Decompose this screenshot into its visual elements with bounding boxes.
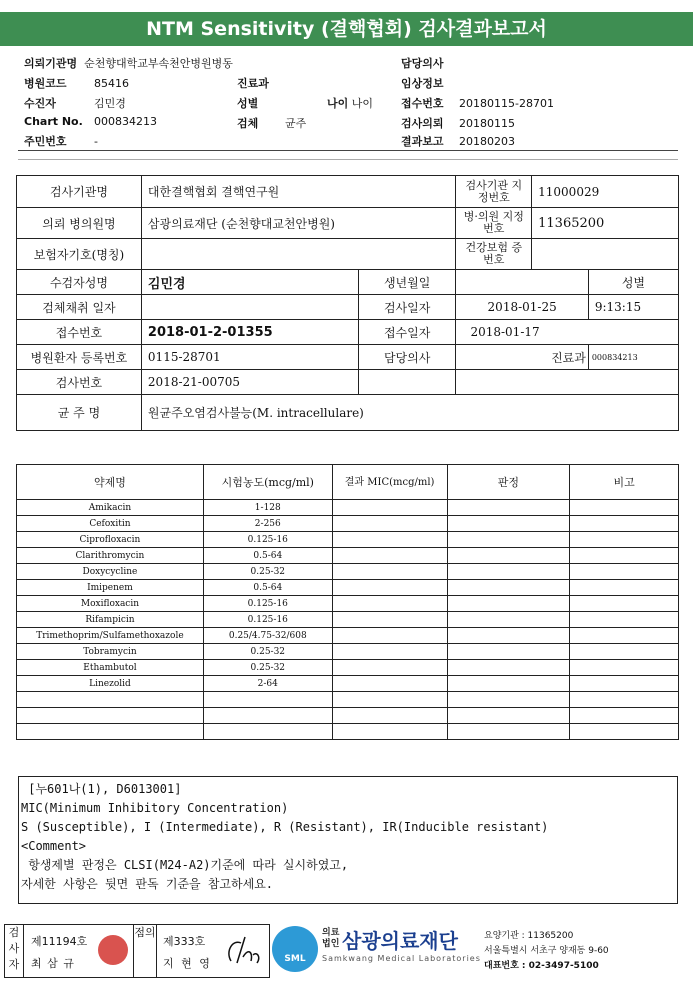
company-en: Samkwang Medical Laboratories bbox=[322, 954, 481, 963]
drug-row bbox=[17, 564, 679, 580]
req-hosp: 삼광의료재단 (순천향대교천안병원) bbox=[141, 208, 456, 239]
drug-judge bbox=[447, 644, 570, 660]
confirm-name: 지 현 영 bbox=[163, 957, 212, 970]
drug-judge bbox=[447, 612, 570, 628]
drug-judge bbox=[447, 516, 570, 532]
doctor-label: 담당의사 bbox=[358, 345, 456, 370]
patient-label: 수검자성명 bbox=[17, 270, 142, 295]
test-org: 대한결핵협회 결핵연구원 bbox=[141, 176, 456, 208]
drug-remark bbox=[570, 516, 679, 532]
drug-mic bbox=[332, 516, 447, 532]
drug-row bbox=[17, 628, 679, 644]
drug-remark bbox=[570, 596, 679, 612]
drug-row bbox=[17, 516, 679, 532]
phone: 대표번호 : 02-3497-5100 bbox=[484, 961, 599, 971]
drug-name: Clarithromycin bbox=[17, 548, 204, 564]
drug-conc: 0.5-64 bbox=[203, 580, 332, 596]
test-date: 2018-01-25 bbox=[456, 295, 588, 320]
drug-mic bbox=[332, 676, 447, 692]
note-line: MIC(Minimum Inhibitory Concentration) bbox=[21, 801, 289, 815]
dept-label: 진료과 bbox=[456, 345, 588, 370]
receipt-label: 접수번호 bbox=[17, 320, 142, 345]
drug-name: Ciprofloxacin bbox=[17, 532, 204, 548]
drug-mic bbox=[332, 580, 447, 596]
seal-icon bbox=[98, 935, 128, 965]
drug-row-empty bbox=[17, 708, 679, 724]
test-org-no: 11000029 bbox=[532, 176, 679, 208]
drug-conc: 0.125-16 bbox=[203, 532, 332, 548]
drug-judge bbox=[447, 596, 570, 612]
drug-judge bbox=[447, 660, 570, 676]
drug-mic bbox=[332, 500, 447, 516]
dept-value: 000834213 bbox=[588, 345, 678, 370]
drug-judge bbox=[447, 548, 570, 564]
drug-judge bbox=[447, 676, 570, 692]
note-line: 자세한 사항은 뒷면 판독 기준을 참고하세요. bbox=[21, 877, 274, 891]
org-code: 요양기관 : 11365200 bbox=[484, 931, 574, 941]
drug-judge bbox=[447, 532, 570, 548]
drug-row bbox=[17, 500, 679, 516]
signature-box bbox=[4, 924, 270, 978]
drug-mic bbox=[332, 660, 447, 676]
header-mid-0: 진료과 bbox=[237, 77, 269, 90]
corp-tag: 의료법인 bbox=[322, 928, 340, 949]
drug-conc: 0.5-64 bbox=[203, 548, 332, 564]
header-left-4: 주민번호 - bbox=[24, 135, 98, 148]
drug-remark bbox=[570, 612, 679, 628]
note-line: <Comment> bbox=[21, 839, 87, 853]
patient-name: 김민경 bbox=[141, 270, 358, 295]
drug-row bbox=[17, 580, 679, 596]
drug-name: Ethambutol bbox=[17, 660, 204, 676]
drug-name: Doxycycline bbox=[17, 564, 204, 580]
header-age: 나이 나이 bbox=[327, 97, 374, 110]
sex-label: 성별 bbox=[588, 270, 678, 295]
note-line: [누601나(1), D6013001] bbox=[21, 782, 182, 796]
drug-table bbox=[16, 464, 679, 740]
drug-conc: 0.125-16 bbox=[203, 612, 332, 628]
drug-name: Trimethoprim/Sulfamethoxazole bbox=[17, 628, 204, 644]
drug-row bbox=[17, 532, 679, 548]
drug-mic bbox=[332, 548, 447, 564]
drug-judge bbox=[447, 580, 570, 596]
test-org-label: 검사기관명 bbox=[17, 176, 142, 208]
drug-remark bbox=[570, 532, 679, 548]
reg-label: 병원환자 등록번호 bbox=[17, 345, 142, 370]
test-no-label: 검사번호 bbox=[17, 370, 142, 395]
confirm-no: 제333호 bbox=[163, 935, 206, 948]
address: 서울특별시 서초구 양재동 9-60 bbox=[484, 946, 609, 956]
hosp-no: 11365200 bbox=[532, 208, 679, 239]
notes-box bbox=[18, 776, 678, 904]
drug-mic bbox=[332, 532, 447, 548]
header-mid-2: 검체 균주 bbox=[237, 117, 307, 130]
company-name: 삼광의료재단 bbox=[342, 929, 458, 953]
header-right-0: 담당의사 bbox=[401, 57, 444, 70]
examiner-tag: 검사자 bbox=[5, 925, 24, 977]
drug-remark bbox=[570, 580, 679, 596]
drug-remark bbox=[570, 628, 679, 644]
drug-name: Linezolid bbox=[17, 676, 204, 692]
receipt-no: 2018-01-2-01355 bbox=[141, 320, 358, 345]
drug-conc: 0.25-32 bbox=[203, 660, 332, 676]
sml-logo-icon bbox=[272, 926, 318, 972]
info-table bbox=[16, 175, 679, 431]
drug-judge bbox=[447, 500, 570, 516]
drug-row bbox=[17, 660, 679, 676]
drug-row bbox=[17, 596, 679, 612]
col-conc: 시험농도(mcg/ml) bbox=[203, 465, 332, 500]
drug-remark bbox=[570, 660, 679, 676]
drug-name: Imipenem bbox=[17, 580, 204, 596]
drug-row-empty bbox=[17, 692, 679, 708]
header-mid-1: 성별 bbox=[237, 97, 259, 110]
drug-mic bbox=[332, 612, 447, 628]
drug-conc: 2-256 bbox=[203, 516, 332, 532]
drug-mic bbox=[332, 596, 447, 612]
drug-row bbox=[17, 612, 679, 628]
receipt-date-label: 접수일자 bbox=[358, 320, 456, 345]
drug-mic bbox=[332, 644, 447, 660]
examiner-name: 최 삼 규 bbox=[31, 957, 75, 970]
header-left-2: 수진자 김민경 bbox=[24, 97, 126, 110]
col-drug: 약제명 bbox=[17, 465, 204, 500]
receipt-date: 2018-01-17 bbox=[456, 320, 679, 345]
dob-label: 생년월일 bbox=[358, 270, 456, 295]
logo-text: SML bbox=[284, 954, 306, 964]
drug-row bbox=[17, 548, 679, 564]
drug-mic bbox=[332, 628, 447, 644]
header-divider bbox=[18, 150, 678, 151]
drug-name: Rifampicin bbox=[17, 612, 204, 628]
drug-name: Cefoxitin bbox=[17, 516, 204, 532]
header-divider-2 bbox=[18, 159, 678, 160]
report-title: NTM Sensitivity (결핵협회) 검사결과보고서 bbox=[0, 12, 693, 46]
col-judge: 판정 bbox=[447, 465, 570, 500]
drug-conc: 0.25-32 bbox=[203, 644, 332, 660]
drug-remark bbox=[570, 564, 679, 580]
drug-mic bbox=[332, 564, 447, 580]
drug-remark bbox=[570, 644, 679, 660]
header-right-4: 결과보고 20180203 bbox=[401, 135, 515, 148]
drug-conc: 2-64 bbox=[203, 676, 332, 692]
reg-no: 0115-28701 bbox=[141, 345, 358, 370]
drug-name: Tobramycin bbox=[17, 644, 204, 660]
collect-label: 검체채취 일자 bbox=[17, 295, 142, 320]
note-line: 항생제별 판정은 CLSI(M24-A2)기준에 따라 실시하였고, bbox=[21, 858, 349, 872]
header-right-2: 접수번호 20180115-28701 bbox=[401, 97, 554, 110]
health-no bbox=[532, 239, 679, 270]
header-right-3: 검사의뢰 20180115 bbox=[401, 117, 515, 130]
header-left-3: Chart No. 000834213 bbox=[24, 115, 157, 128]
test-org-no-label: 검사기관 지정번호 bbox=[456, 176, 532, 208]
insurance-label: 보험자기호(명칭) bbox=[17, 239, 142, 270]
drug-remark bbox=[570, 500, 679, 516]
drug-row bbox=[17, 644, 679, 660]
drug-judge bbox=[447, 628, 570, 644]
health-no-label: 건강보험 증번호 bbox=[456, 239, 532, 270]
signature-icon bbox=[223, 933, 265, 969]
note-line: S (Susceptible), I (Intermediate), R (Resistant), IR(Inducible resistant) bbox=[21, 820, 549, 834]
col-mic: 결과 MIC(mcg/ml) bbox=[332, 465, 447, 500]
drug-name: Moxifloxacin bbox=[17, 596, 204, 612]
insurance bbox=[141, 239, 456, 270]
drug-conc: 0.125-16 bbox=[203, 596, 332, 612]
drug-row bbox=[17, 676, 679, 692]
drug-remark bbox=[570, 676, 679, 692]
drug-row-empty bbox=[17, 724, 679, 740]
drug-conc: 0.25/4.75-32/608 bbox=[203, 628, 332, 644]
col-remark: 비고 bbox=[570, 465, 679, 500]
collect-date bbox=[141, 295, 358, 320]
req-hosp-label: 의뢰 병의원명 bbox=[17, 208, 142, 239]
test-no: 2018-21-00705 bbox=[141, 370, 358, 395]
drug-name: Amikacin bbox=[17, 500, 204, 516]
drug-conc: 0.25-32 bbox=[203, 564, 332, 580]
test-date-label: 검사일자 bbox=[358, 295, 456, 320]
dob bbox=[456, 270, 588, 295]
header-right-1: 임상정보 bbox=[401, 77, 444, 90]
strain: 원균주오염검사불능(M. intracellulare) bbox=[141, 395, 678, 431]
drug-conc: 1-128 bbox=[203, 500, 332, 516]
drug-judge bbox=[447, 564, 570, 580]
header-left-1: 병원코드 85416 bbox=[24, 77, 129, 90]
drug-remark bbox=[570, 548, 679, 564]
strain-label: 균 주 명 bbox=[17, 395, 142, 431]
test-time: 9:13:15 bbox=[588, 295, 678, 320]
confirm-tag: 점의 bbox=[133, 925, 157, 977]
examiner-no: 제11194호 bbox=[31, 935, 88, 948]
hosp-no-label: 병·의원 지정번호 bbox=[456, 208, 532, 239]
header-left-0: 의뢰기관명 순천향대학교부속천안병원병동 bbox=[24, 57, 233, 70]
